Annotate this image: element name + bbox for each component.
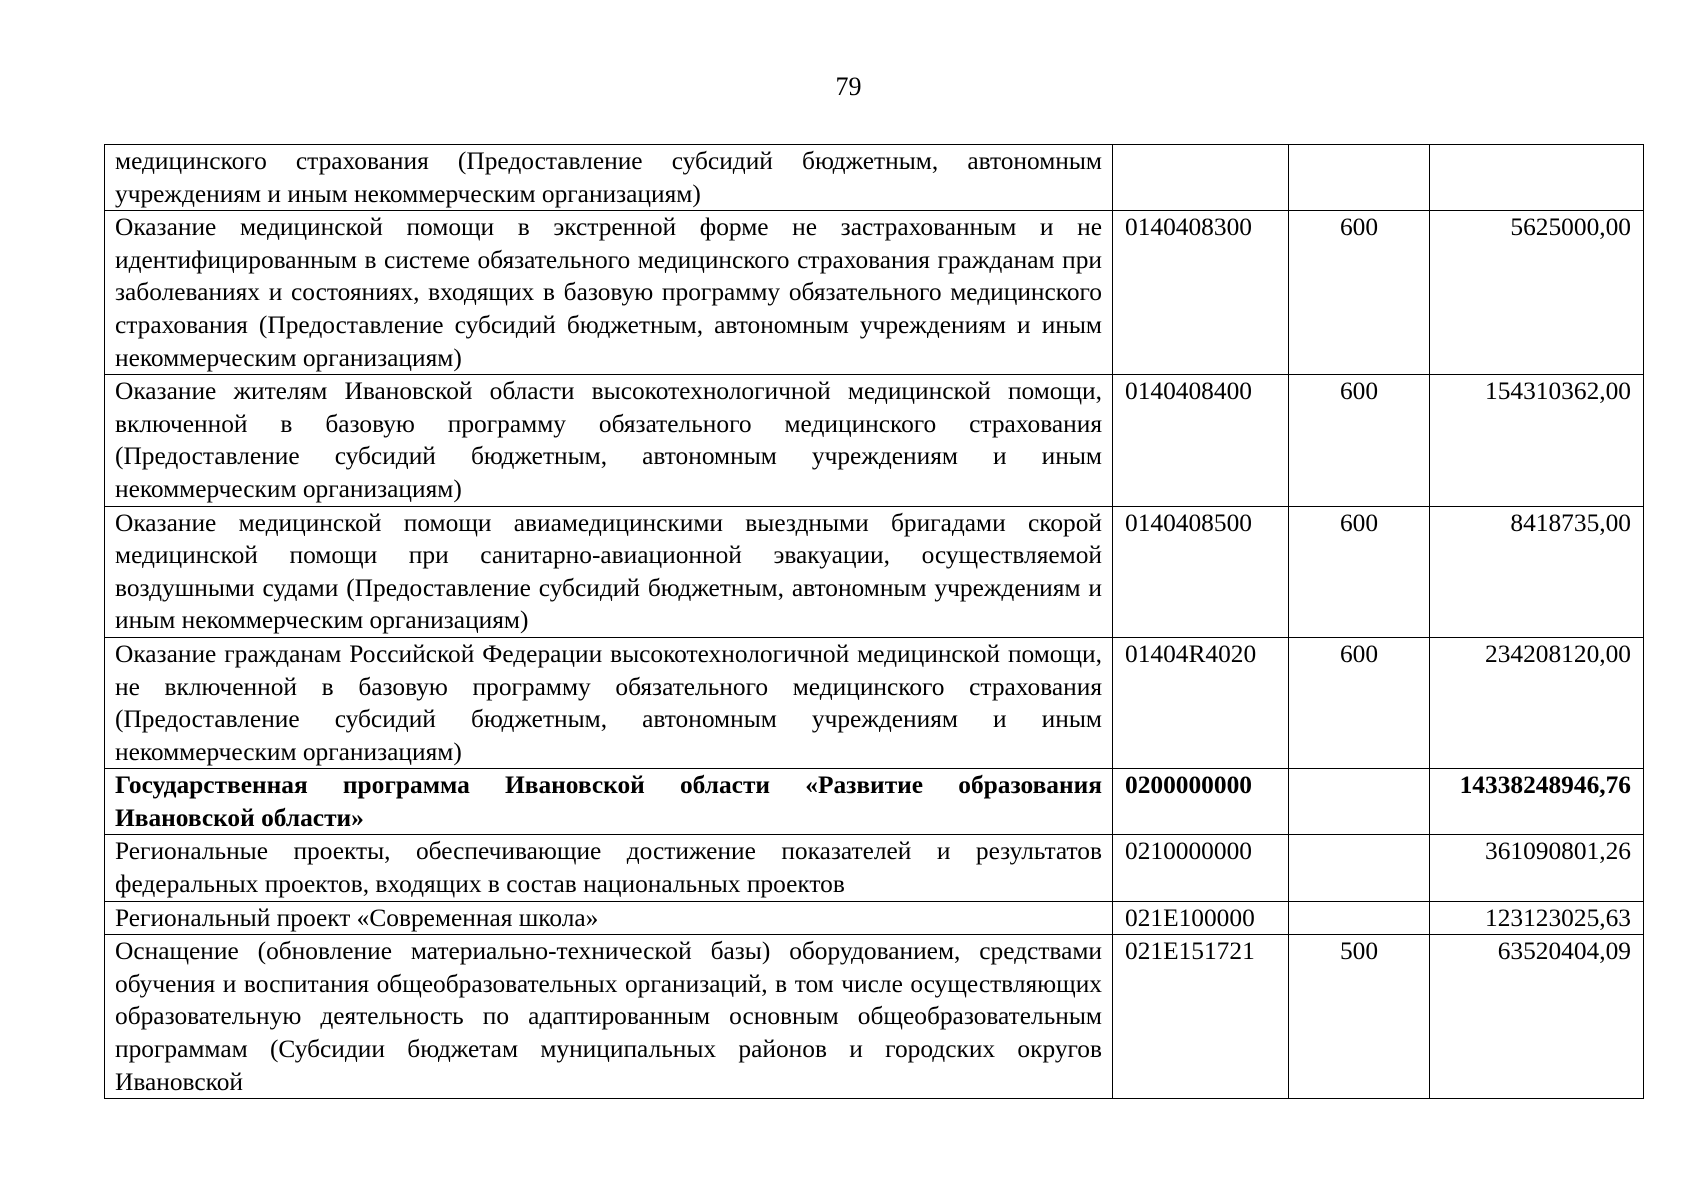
row-sum-cell: 8418735,00	[1430, 506, 1644, 637]
row-code-cell	[1113, 145, 1289, 211]
row-name-cell: Региональные проекты, обеспечивающие достижение показателей и результатов федеральных проектов, входящих в состав национальных проектов	[105, 835, 1113, 901]
row-code-cell: 0140408400	[1113, 375, 1289, 506]
row-sum-cell: 154310362,00	[1430, 375, 1644, 506]
row-code-cell: 021E151721	[1113, 935, 1289, 1099]
row-name-cell: Оснащение (обновление материально-технической базы) оборудованием, средствами обучения и воспитания общеобразовательных организаций, в том числе осуществляющих образовательную деятельность по адаптированным основным общеобразовательным программам (Субсидии бюджетам муниципальных районов и городских округов Ивановской	[105, 935, 1113, 1099]
row-expense-type-cell: 500	[1289, 935, 1430, 1099]
row-code-cell: 01404R4020	[1113, 637, 1289, 768]
table-row	[105, 637, 1644, 768]
row-name-cell: Оказание гражданам Российской Федерации высокотехнологичной медицинской помощи, не включенной в базовую программу обязательного медицинского страхования (Предоставление субсидий бюджетным, автономным учреждениям и иным некоммерческим организациям)	[105, 637, 1113, 768]
row-code-cell: 0210000000	[1113, 835, 1289, 901]
row-name-cell: Оказание жителям Ивановской области высокотехнологичной медицинской помощи, включенной в базовую программу обязательного медицинского страхования (Предоставление субсидий бюджетным, автономным учреждениям и иным некоммерческим организациям)	[105, 375, 1113, 506]
row-sum-cell: 63520404,09	[1430, 935, 1644, 1099]
table-row	[105, 935, 1644, 1099]
row-expense-type-cell	[1289, 145, 1430, 211]
table-row	[105, 145, 1644, 211]
row-name-cell: Оказание медицинской помощи авиамедицинскими выездными бригадами скорой медицинской помощи при санитарно-авиационной эвакуации, осуществляемой воздушными судами (Предоставление субсидий бюджетным, автономным учреждениям и иным некоммерческим организациям)	[105, 506, 1113, 637]
budget-table	[104, 144, 1644, 1099]
row-code-cell: 0200000000	[1113, 769, 1289, 835]
row-sum-cell: 14338248946,76	[1430, 769, 1644, 835]
row-sum-cell: 234208120,00	[1430, 637, 1644, 768]
row-expense-type-cell	[1289, 901, 1430, 935]
row-expense-type-cell: 600	[1289, 211, 1430, 375]
row-code-cell: 0140408500	[1113, 506, 1289, 637]
row-expense-type-cell: 600	[1289, 637, 1430, 768]
table-row	[105, 375, 1644, 506]
row-expense-type-cell: 600	[1289, 375, 1430, 506]
row-sum-cell: 5625000,00	[1430, 211, 1644, 375]
row-expense-type-cell	[1289, 769, 1430, 835]
table-row	[105, 211, 1644, 375]
row-name-cell: Государственная программа Ивановской области «Развитие образования Ивановской области»	[105, 769, 1113, 835]
table-row-program	[105, 769, 1644, 835]
row-code-cell: 021E100000	[1113, 901, 1289, 935]
page-number: 79	[835, 72, 862, 101]
row-expense-type-cell: 600	[1289, 506, 1430, 637]
row-name-cell: медицинского страхования (Предоставление субсидий бюджетным, автономным учреждениям и иным некоммерческим организациям)	[105, 145, 1113, 211]
table-row	[105, 901, 1644, 935]
row-sum-cell: 361090801,26	[1430, 835, 1644, 901]
row-expense-type-cell	[1289, 835, 1430, 901]
row-sum-cell	[1430, 145, 1644, 211]
row-code-cell: 0140408300	[1113, 211, 1289, 375]
row-sum-cell: 123123025,63	[1430, 901, 1644, 935]
row-name-cell: Региональный проект «Современная школа»	[105, 901, 1113, 935]
table-row	[105, 835, 1644, 901]
row-name-cell: Оказание медицинской помощи в экстренной форме не застрахованным и не идентифицированным в системе обязательного медицинского страхования гражданам при заболеваниях и состояниях, входящих в базовую программу обязательного медицинского страхования (Предоставление субсидий бюджетным, автономным учреждениям и иным некоммерческим организациям)	[105, 211, 1113, 375]
table-row	[105, 506, 1644, 637]
